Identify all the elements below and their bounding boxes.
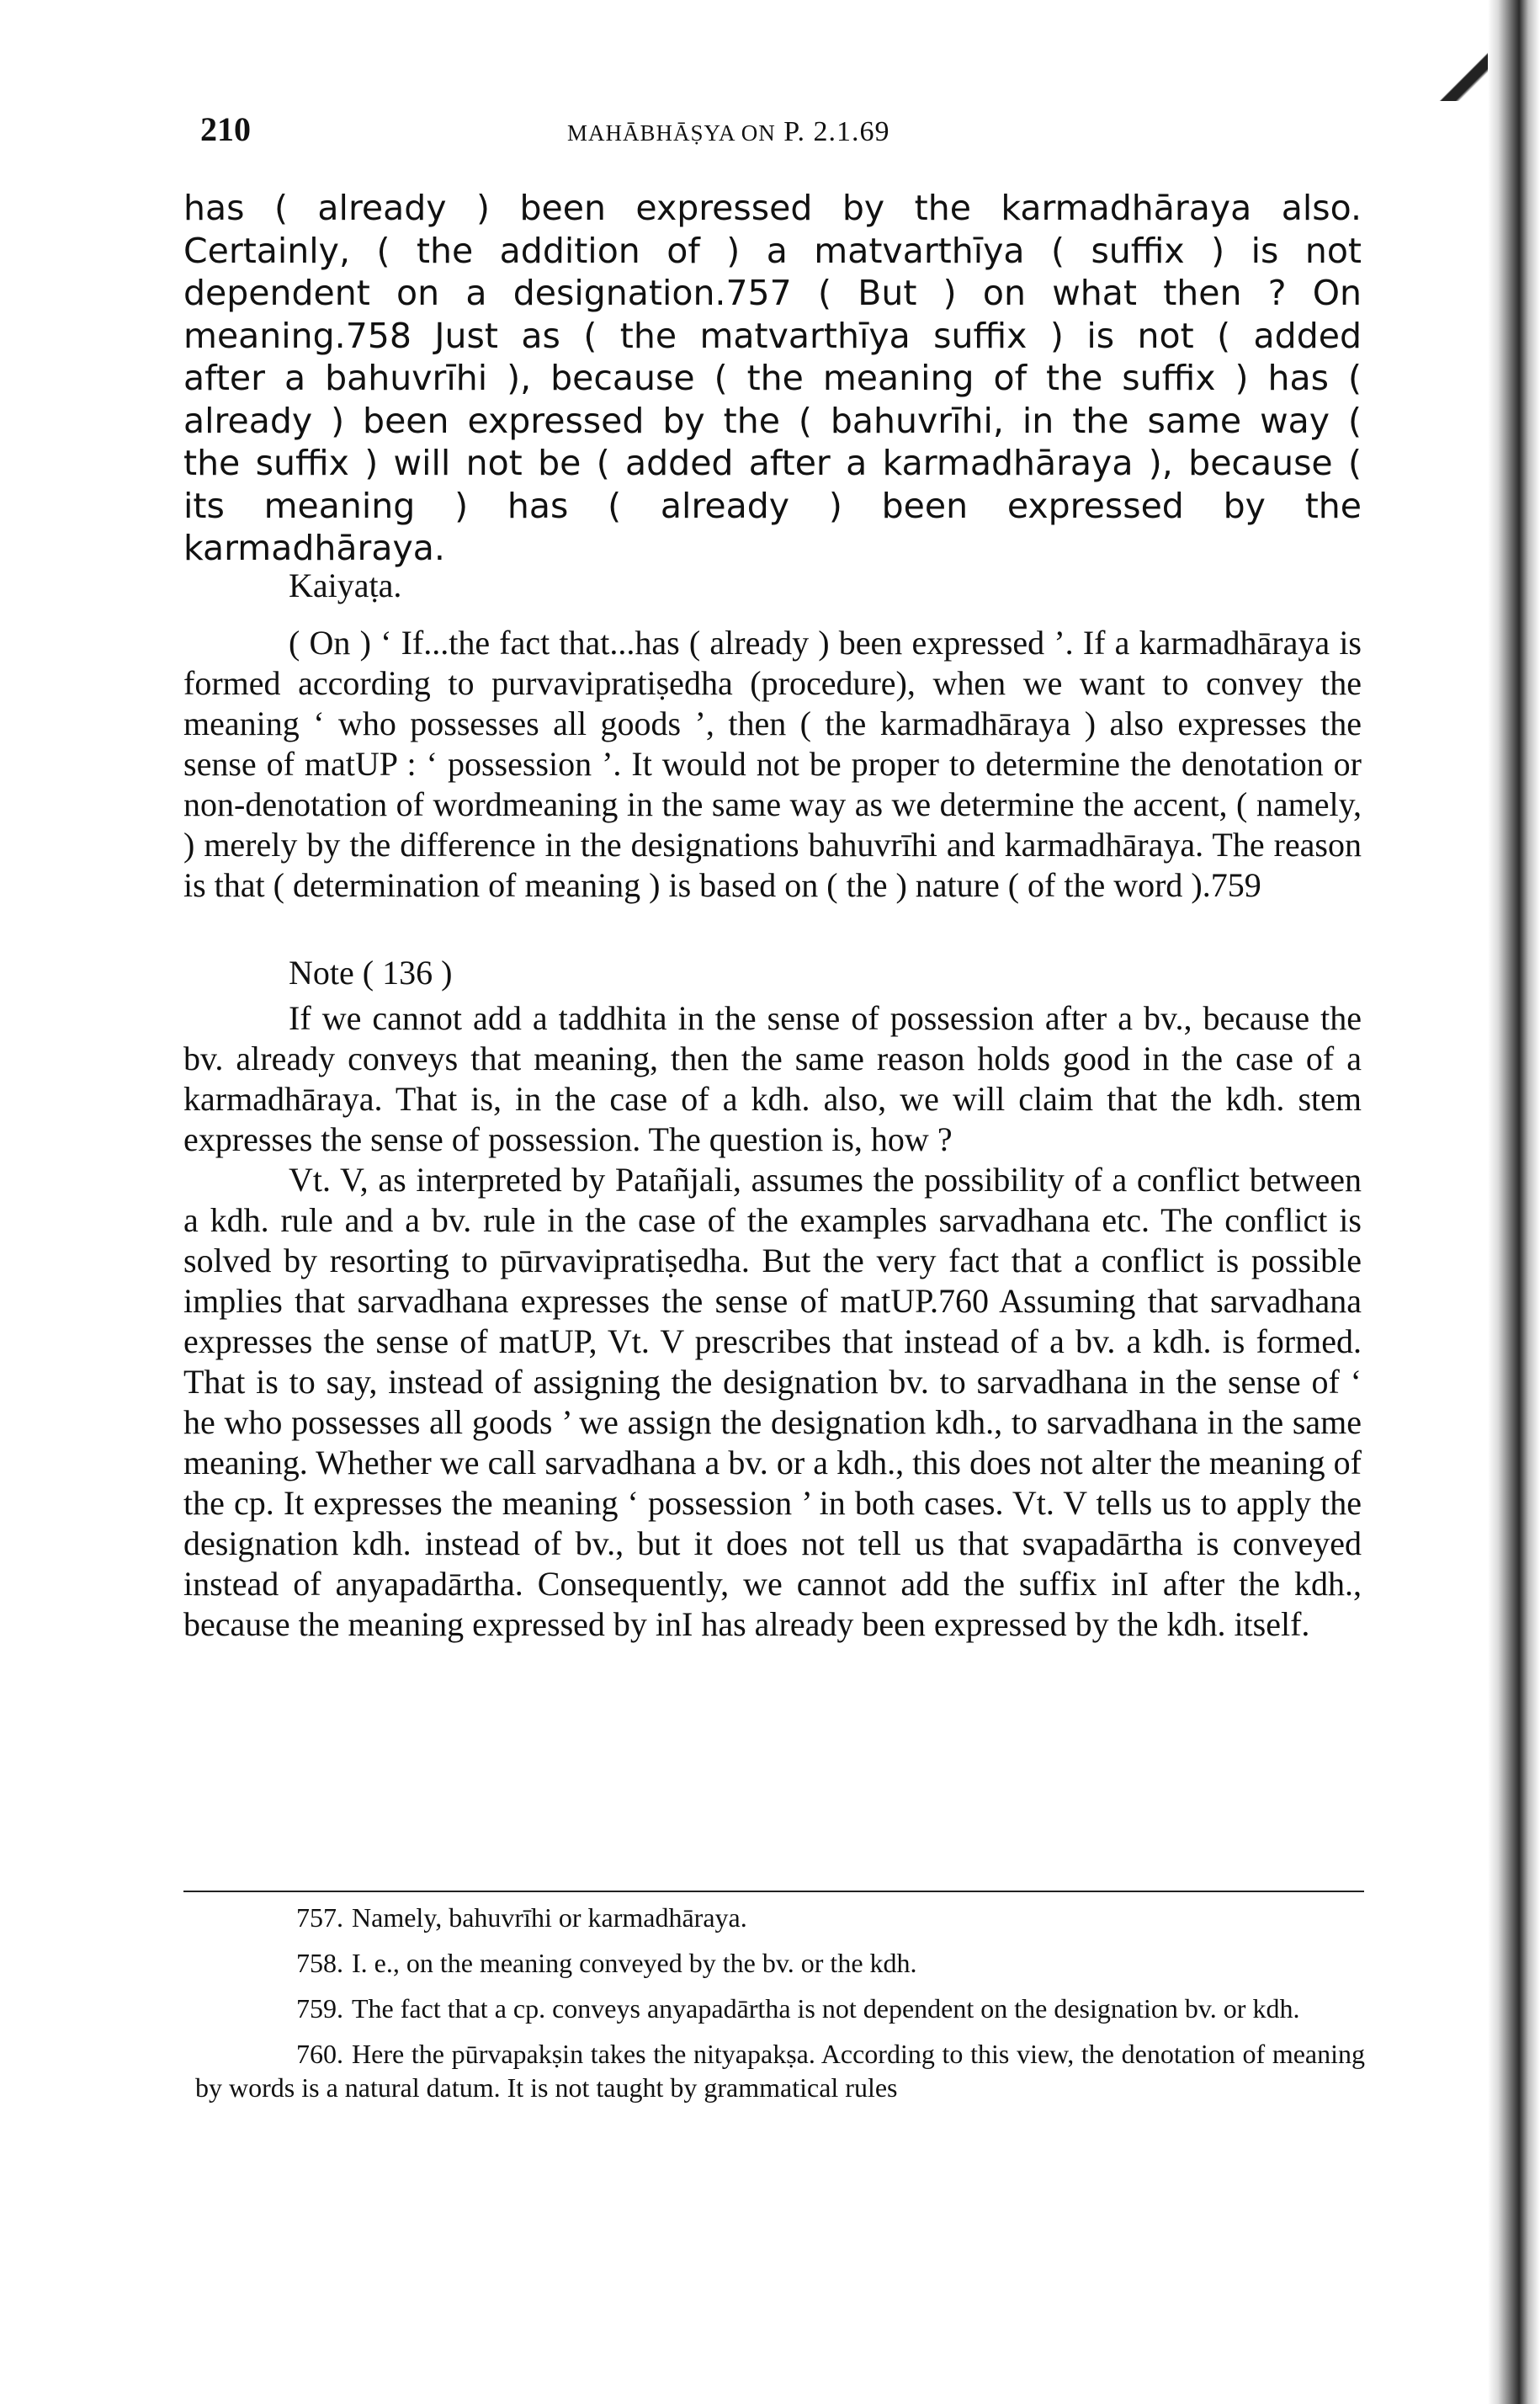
running-title-ref: P. 2.1.69 (783, 116, 890, 147)
footnote-number: 759. (296, 1993, 343, 2024)
note-paragraph-2: Vt. V, as interpreted by Patañjali, assumes the possibility of a conflict between a kdh. rule and a bv. rule in the case of the examples sarvadhana etc. The conflict is solved by resorting to pūrvavipratiṣedha. But the very fact that a conflict is possible implies that sarvadhana expresses the sense of matUP.760 Assuming that sarvadhana expresses the sense of matUP, Vt. V prescribes that instead of a bv. a kdh. is formed. That is to say, instead of assigning the designation bv. to sarvadhana in the sense of ‘ he who possesses all goods ’ we assign the designation kdh., to sarvadhana in the same meaning. Whether we call sarvadhana a bv. or a kdh., this does not alter the meaning of the cp. It expresses the meaning ‘ possession ’ in both cases. Vt. V tells us to apply the designation kdh. instead of bv., but it does not tell us that svapadārtha is conveyed instead of anyapadārtha. Consequently, we cannot add the suffix inI after the kdh., because the meaning expressed by inI has already been expressed by the kdh. itself. (183, 1161, 1362, 1643)
book-spine-shadow (1488, 0, 1540, 2404)
footnote-number: 757. (296, 1902, 343, 1933)
footnote-number: 760. (296, 2039, 343, 2069)
running-title-main: MAHĀBHĀṢYA ON (567, 120, 776, 146)
footnote-text: Namely, bahuvrīhi or karmadhāraya. (352, 1902, 747, 1933)
footnote-759 (195, 1992, 1365, 2025)
running-title (567, 116, 889, 148)
footnotes (195, 1901, 1365, 2116)
footnote-divider (183, 1891, 1364, 1892)
opening-paragraph-block (183, 187, 1362, 570)
note-heading: Note ( 136 ) (289, 954, 453, 992)
note-paragraph-1: If we cannot add a taddhita in the sense of possession after a bv., because the bv. already conveys that meaning, then the same reason holds good in the case of a karmadhāraya. That is, in the case of a kdh. also, we will claim that the kdh. stem expresses the sense of possession. The question is, how ? (183, 999, 1362, 1158)
footnote-758 (195, 1946, 1365, 1980)
kaiyata-paragraph: ( On ) ‘ If...the fact that...has ( already ) been expressed ’. If a karmadhāraya is formed according to purvavipratiṣedha (procedure), when we want to convey the meaning ‘ who possesses all goods ’, then ( the karmadhāraya ) also expresses the sense of matUP : ‘ possession ’. It would not be proper to determine the denotation or non-denotation of wordmeaning in the same way as we determine the accent, ( namely, ) merely by the difference in the designations bahuvrīhi and karmadhāraya. The reason is that ( determination of meaning ) is based on ( the ) nature ( of the word ).759 (183, 624, 1362, 904)
kaiyata-section (183, 566, 1362, 906)
page-header (200, 109, 1395, 168)
kaiyata-heading: Kaiyaṭa. (289, 566, 402, 604)
note-section (183, 953, 1362, 1645)
footnote-757 (195, 1901, 1365, 1934)
opening-paragraph: has ( already ) been expressed by the karmadhāraya also. Certainly, ( the addition of ) a matvarthīya ( suffix ) is not dependent on a designation.757 ( But ) on what then ? On meaning.758 Just as ( the matvarthīya suffix ) is not ( added after a bahuvrīhi ), because ( the meaning of the suffix ) has ( already ) been expressed by the ( bahuvrīhi, in the same way ( the suffix ) will not be ( added after a karmadhāraya ), because ( its meaning ) has ( already ) been expressed by the karmadhāraya. (183, 188, 1362, 568)
footnote-text: I. e., on the meaning conveyed by the bv. or the kdh. (352, 1948, 917, 1978)
page-number: 210 (200, 110, 251, 148)
footnote-760 (195, 2037, 1365, 2104)
footnote-text: Here the pūrvapakṣin takes the nityapakṣa. According to this view, the denotation of meaning by words is a natural datum. It is not taught by grammatical rules (195, 2039, 1365, 2103)
footnote-number: 758. (296, 1948, 343, 1978)
footnote-text: The fact that a cp. conveys anyapadārtha is not dependent on the designation bv. or kdh. (352, 1993, 1300, 2024)
